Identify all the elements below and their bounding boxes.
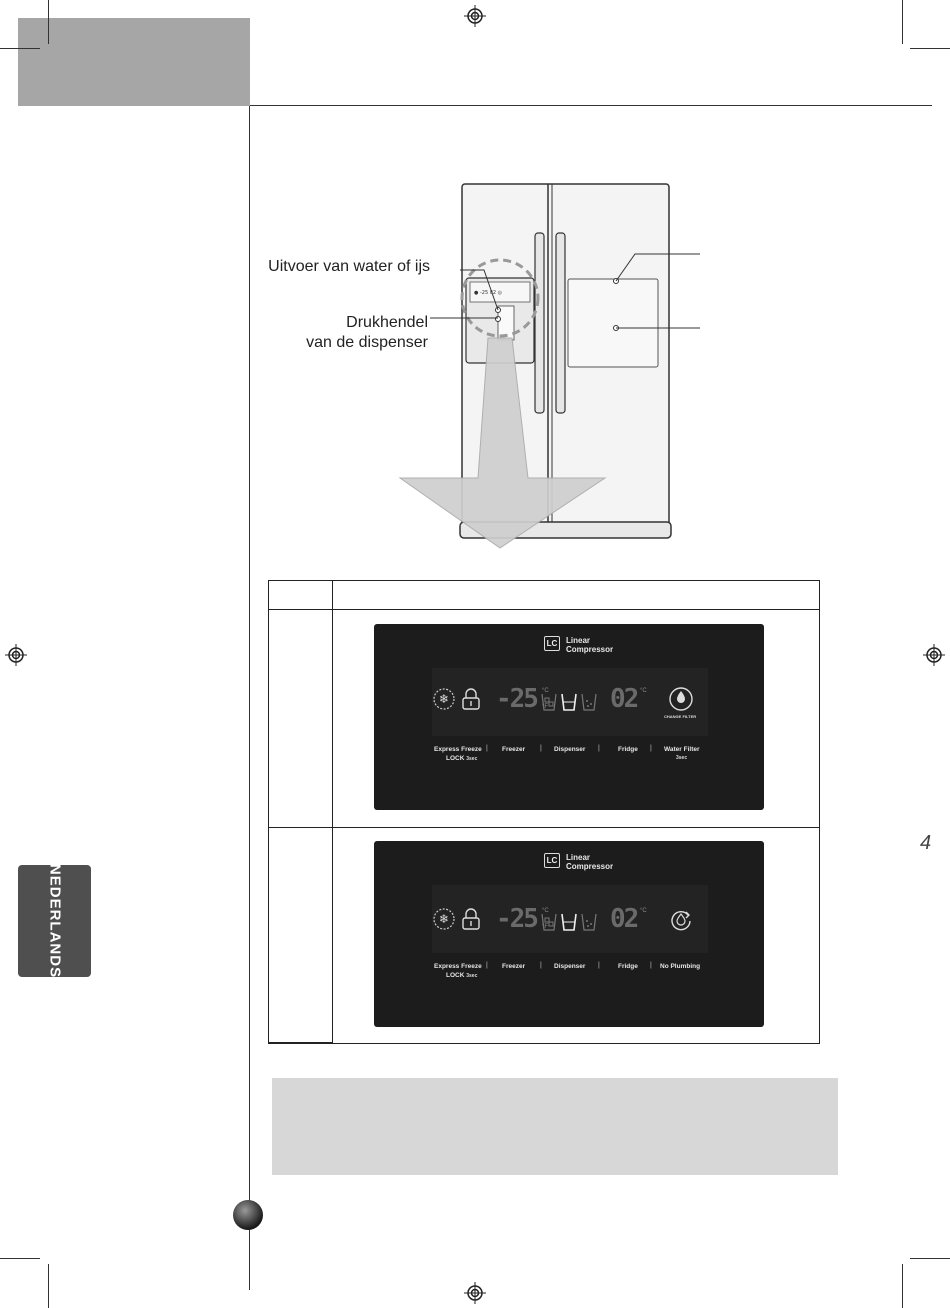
ice-cubes-icon [540, 690, 558, 712]
fridge-temperature-display: 02 [610, 904, 638, 934]
change-filter-icon[interactable] [668, 686, 694, 712]
crop-mark [910, 48, 950, 49]
express-freeze-icon[interactable] [432, 687, 456, 711]
unit-fahrenheit: °F [542, 704, 549, 710]
refrigerator-illustration [380, 178, 710, 553]
table-bottom-accent [268, 1042, 332, 1044]
crop-mark [902, 0, 903, 44]
callout-lever-line2: van de dispenser [306, 334, 428, 351]
crop-mark [0, 1258, 40, 1259]
header-rule [250, 105, 932, 106]
lock-icon[interactable] [460, 687, 482, 711]
fridge-handle [556, 233, 565, 413]
unit-fahrenheit: °F [542, 924, 549, 930]
crushed-ice-icon [580, 910, 598, 932]
svg-text:❄: ❄ [438, 692, 450, 706]
label-separator: | [598, 745, 600, 752]
unit-celsius: °C [640, 688, 647, 694]
crushed-ice-icon [580, 690, 598, 712]
label-freezer: Freezer [502, 746, 526, 753]
left-margin-rule [249, 106, 250, 1290]
registration-mark-icon [464, 1282, 486, 1304]
no-plumbing-icon[interactable] [668, 907, 694, 933]
fridge-temperature-display: 02 [610, 684, 638, 714]
label-separator: | [486, 745, 488, 752]
label-no-plumbing: No Plumbing [660, 963, 701, 970]
unit-celsius: °C [640, 908, 647, 914]
change-filter-icon-text: CHANGE FILTER [664, 714, 697, 719]
note-box [272, 1078, 838, 1175]
crop-mark [0, 48, 40, 49]
language-tab-label: NEDERLANDS [46, 863, 63, 979]
unit-celsius: °C [542, 688, 549, 694]
door-panel [568, 279, 658, 367]
label-express-freeze: Express Freeze [434, 963, 482, 970]
freezer-temperature-display: -25 [496, 904, 537, 934]
label-lock: LOCK 3sec [446, 755, 478, 762]
callout-lever-line1: Drukhendel [346, 314, 428, 331]
callout-water-ice-outlet: Uitvoer van water of ijs [268, 258, 430, 275]
label-separator: | [650, 962, 652, 969]
label-separator: | [486, 962, 488, 969]
registration-mark-icon [464, 5, 486, 27]
table-column-divider [332, 580, 333, 1044]
language-tab [18, 865, 91, 977]
lc-logo-icon: LC [544, 853, 560, 868]
crop-mark [902, 1264, 903, 1308]
crop-mark [48, 0, 49, 44]
lock-icon[interactable] [460, 907, 482, 931]
control-panel-water-filter [374, 624, 764, 810]
control-panel-no-plumbing [374, 841, 764, 1027]
label-fridge: Fridge [618, 746, 638, 753]
label-freezer: Freezer [502, 963, 526, 970]
callout-dispenser-lever [306, 313, 428, 353]
label-water-filter-sub: 3sec [676, 755, 688, 761]
svg-text:❄: ❄ [438, 912, 450, 926]
table-row-divider [268, 609, 820, 610]
brand-text: Linear Compressor [566, 853, 614, 871]
label-express-freeze: Express Freeze [434, 746, 482, 753]
page-number-ball [233, 1200, 263, 1230]
label-dispenser: Dispenser [554, 963, 586, 970]
crop-mark [48, 1264, 49, 1308]
freezer-handle [535, 233, 544, 413]
label-separator: | [650, 745, 652, 752]
label-separator: | [540, 962, 542, 969]
svg-text:● -25 02 ◎: ● -25 02 ◎ [474, 290, 503, 296]
label-water-filter: Water Filter [664, 746, 700, 753]
header-block [18, 18, 250, 106]
registration-mark-icon [923, 644, 945, 666]
table-row-divider [268, 827, 820, 828]
express-freeze-icon[interactable] [432, 907, 456, 931]
label-fridge: Fridge [618, 963, 638, 970]
label-separator: | [598, 962, 600, 969]
ice-cubes-icon [540, 910, 558, 932]
unit-celsius: °C [542, 908, 549, 914]
water-cup-icon [560, 690, 578, 712]
label-separator: | [540, 745, 542, 752]
label-dispenser: Dispenser [554, 746, 586, 753]
side-mark: 4 [920, 832, 932, 854]
crop-mark [910, 1258, 950, 1259]
water-cup-icon [560, 910, 578, 932]
label-lock: LOCK 3sec [446, 972, 478, 979]
brand-text: Linear Compressor [566, 636, 614, 654]
lc-logo-icon: LC [544, 636, 560, 651]
registration-mark-icon [5, 644, 27, 666]
freezer-temperature-display: -25 [496, 684, 537, 714]
